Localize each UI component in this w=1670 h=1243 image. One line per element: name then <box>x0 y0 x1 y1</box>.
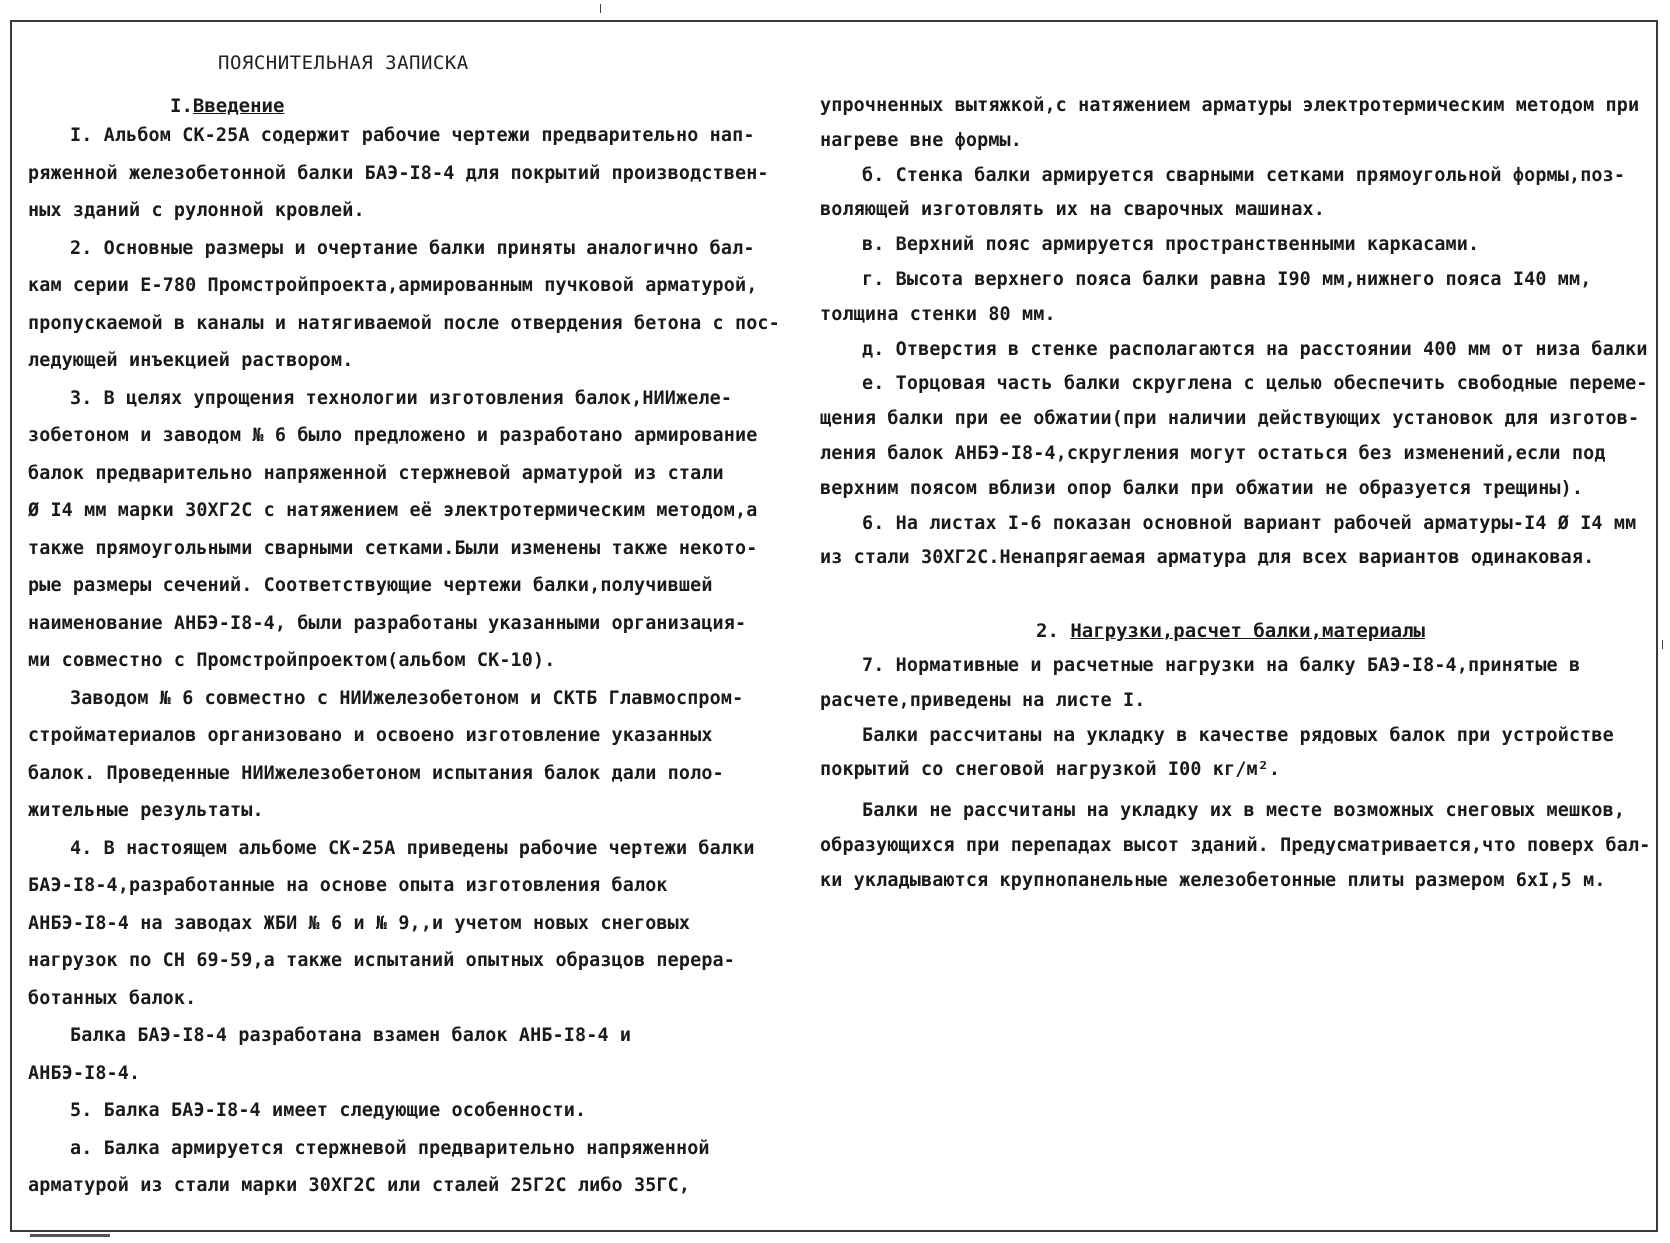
scan-tick <box>1662 640 1663 649</box>
text-line: нагреве вне формы. <box>820 129 1022 151</box>
text-line: из стали 30ХГ2С.Ненапрягаемая арматура для всех вариантов одинаковая. <box>820 547 1595 569</box>
section-1-title: Введение <box>192 95 285 117</box>
text-line: д. Отверстия в стенке располагаются на расстоянии 400 мм от низа балки <box>862 338 1648 360</box>
text-line: АНБЭ-I8-4. <box>28 1062 141 1084</box>
document-title: ПОЯСНИТЕЛЬНАЯ ЗАПИСКА <box>218 52 469 74</box>
text-line: Заводом № 6 совместно с НИИжелезобетоном и СКТБ Главмоспром- <box>70 687 744 709</box>
text-line: Балка БАЭ-I8-4 разработана взамен балок АНБ-I8-4 и <box>70 1025 632 1046</box>
text-line: 5. Балка БАЭ-I8-4 имеет следующие особенности. <box>70 1100 587 1121</box>
section-2-number: 2. <box>1036 620 1059 642</box>
text-line: ления балок АНБЭ-I8-4,скругления могут остаться без изменений,если под <box>820 443 1606 464</box>
text-line: рые размеры сечений. Соответствующие чертежи балки,получившей <box>28 575 713 596</box>
section-1-number: I. <box>170 95 193 117</box>
text-line: нагрузок по СН 69-59,а также испытаний опытных образцов перера- <box>28 950 735 971</box>
section-1-heading <box>170 95 284 117</box>
text-line: I. Альбом СК-25А содержит рабочие чертежи предварительно нап- <box>70 125 755 146</box>
text-line: образующихся при перепадах высот зданий. Предусматривается,что поверх бал- <box>820 834 1651 856</box>
text-line: Ø I4 мм марки 30ХГ2С с натяжением её электротермическим методом,а <box>28 500 758 521</box>
text-line: г. Высота верхнего пояса балки равна I90 мм,нижнего пояса I40 мм, <box>862 269 1592 290</box>
text-line: щения балки при ее обжатии(при наличии действующих установок для изготов- <box>820 408 1640 430</box>
text-line: е. Торцовая часть балки скруглена с целью обеспечить свободные переме- <box>862 373 1648 395</box>
text-line: стройматериалов организовано и освоено изготовление указанных <box>28 725 713 746</box>
text-line: 4. В настоящем альбоме СК-25А приведены рабочие чертежи балки <box>70 837 755 859</box>
text-line: балок предварительно напряженной стержневой арматурой из стали <box>28 462 724 484</box>
section-2-heading <box>1036 620 1425 642</box>
text-line: Балки не рассчитаны на укладку их в месте возможных снеговых мешков, <box>862 800 1626 821</box>
text-line: 2. Основные размеры и очертание балки приняты аналогично бал- <box>70 237 755 259</box>
text-line: ки укладываются крупнопанельные железобетонные плиты размером 6хI,5 м. <box>820 869 1606 891</box>
text-line: 3. В целях упрощения технологии изготовления балок,НИИжеле- <box>70 387 733 409</box>
text-line: ми совместно с Промстройпроектом(альбом СК-10). <box>28 650 556 671</box>
section-2-title: Нагрузки,расчет балки,материалы <box>1070 620 1425 642</box>
text-line: кам серии Е-780 Промстройпроекта,армированным пучковой арматурой, <box>28 275 758 296</box>
text-line: в. Верхний пояс армируется пространственными каркасами. <box>862 234 1480 256</box>
text-line: расчете,приведены на листе I. <box>820 689 1146 711</box>
text-line: зобетоном и заводом № 6 было предложено и разработано армирование <box>28 425 758 446</box>
text-line: пропускаемой в каналы и натягиваемой после отвердения бетона с пос- <box>28 312 780 334</box>
scan-tick <box>600 4 601 13</box>
text-line: воляющей изготовлять их на сварочных машинах. <box>820 199 1325 221</box>
text-line: б. Стенка балки армируется сварными сетками прямоугольной формы,поз- <box>862 164 1626 186</box>
text-line: а. Балка армируется стержневой предварительно напряженной <box>70 1137 710 1159</box>
scan-mark <box>30 1234 110 1237</box>
text-line: наименование АНБЭ-I8-4, были разработаны указанными организация- <box>28 612 747 634</box>
text-line: Балки рассчитаны на укладку в качестве рядовых балок при устройстве <box>862 724 1614 746</box>
text-line: ряженной железобетонной балки БАЭ-I8-4 для покрытий производствен- <box>28 162 769 184</box>
text-line: арматурой из стали марки 30ХГ2С или сталей 25Г2С либо 35ГС, <box>28 1175 691 1196</box>
text-line: БАЭ-I8-4,разработанные на основе опыта изготовления балок <box>28 875 668 896</box>
text-line: также прямоугольными сварными сетками.Были изменены также некото- <box>28 537 758 559</box>
text-line: верхним поясом вблизи опор балки при обжатии не образуется трещины). <box>820 477 1584 499</box>
text-line: покрытий со снеговой нагрузкой I00 кг/м². <box>820 759 1281 781</box>
text-line: 7. Нормативные и расчетные нагрузки на балку БАЭ-I8-4,принятые в <box>862 655 1581 676</box>
text-line: жительные результаты. <box>28 800 264 821</box>
text-line: ных зданий с рулонной кровлей. <box>28 200 365 221</box>
text-line: ледующей инъекцией раствором. <box>28 350 354 371</box>
text-line: толщина стенки 80 мм. <box>820 303 1056 325</box>
text-line: балок. Проведенные НИИжелезобетоном испытания балок дали поло- <box>28 762 724 784</box>
text-line: упрочненных вытяжкой,с натяжением арматуры электротермическим методом при <box>820 95 1640 116</box>
text-line: 6. На листах I-6 показан основной вариант рабочей арматуры-I4 Ø I4 мм <box>862 512 1637 534</box>
text-line: ботанных балок. <box>28 987 197 1009</box>
text-line: АНБЭ-I8-4 на заводах ЖБИ № 6 и № 9,,и учетом новых снеговых <box>28 912 691 934</box>
